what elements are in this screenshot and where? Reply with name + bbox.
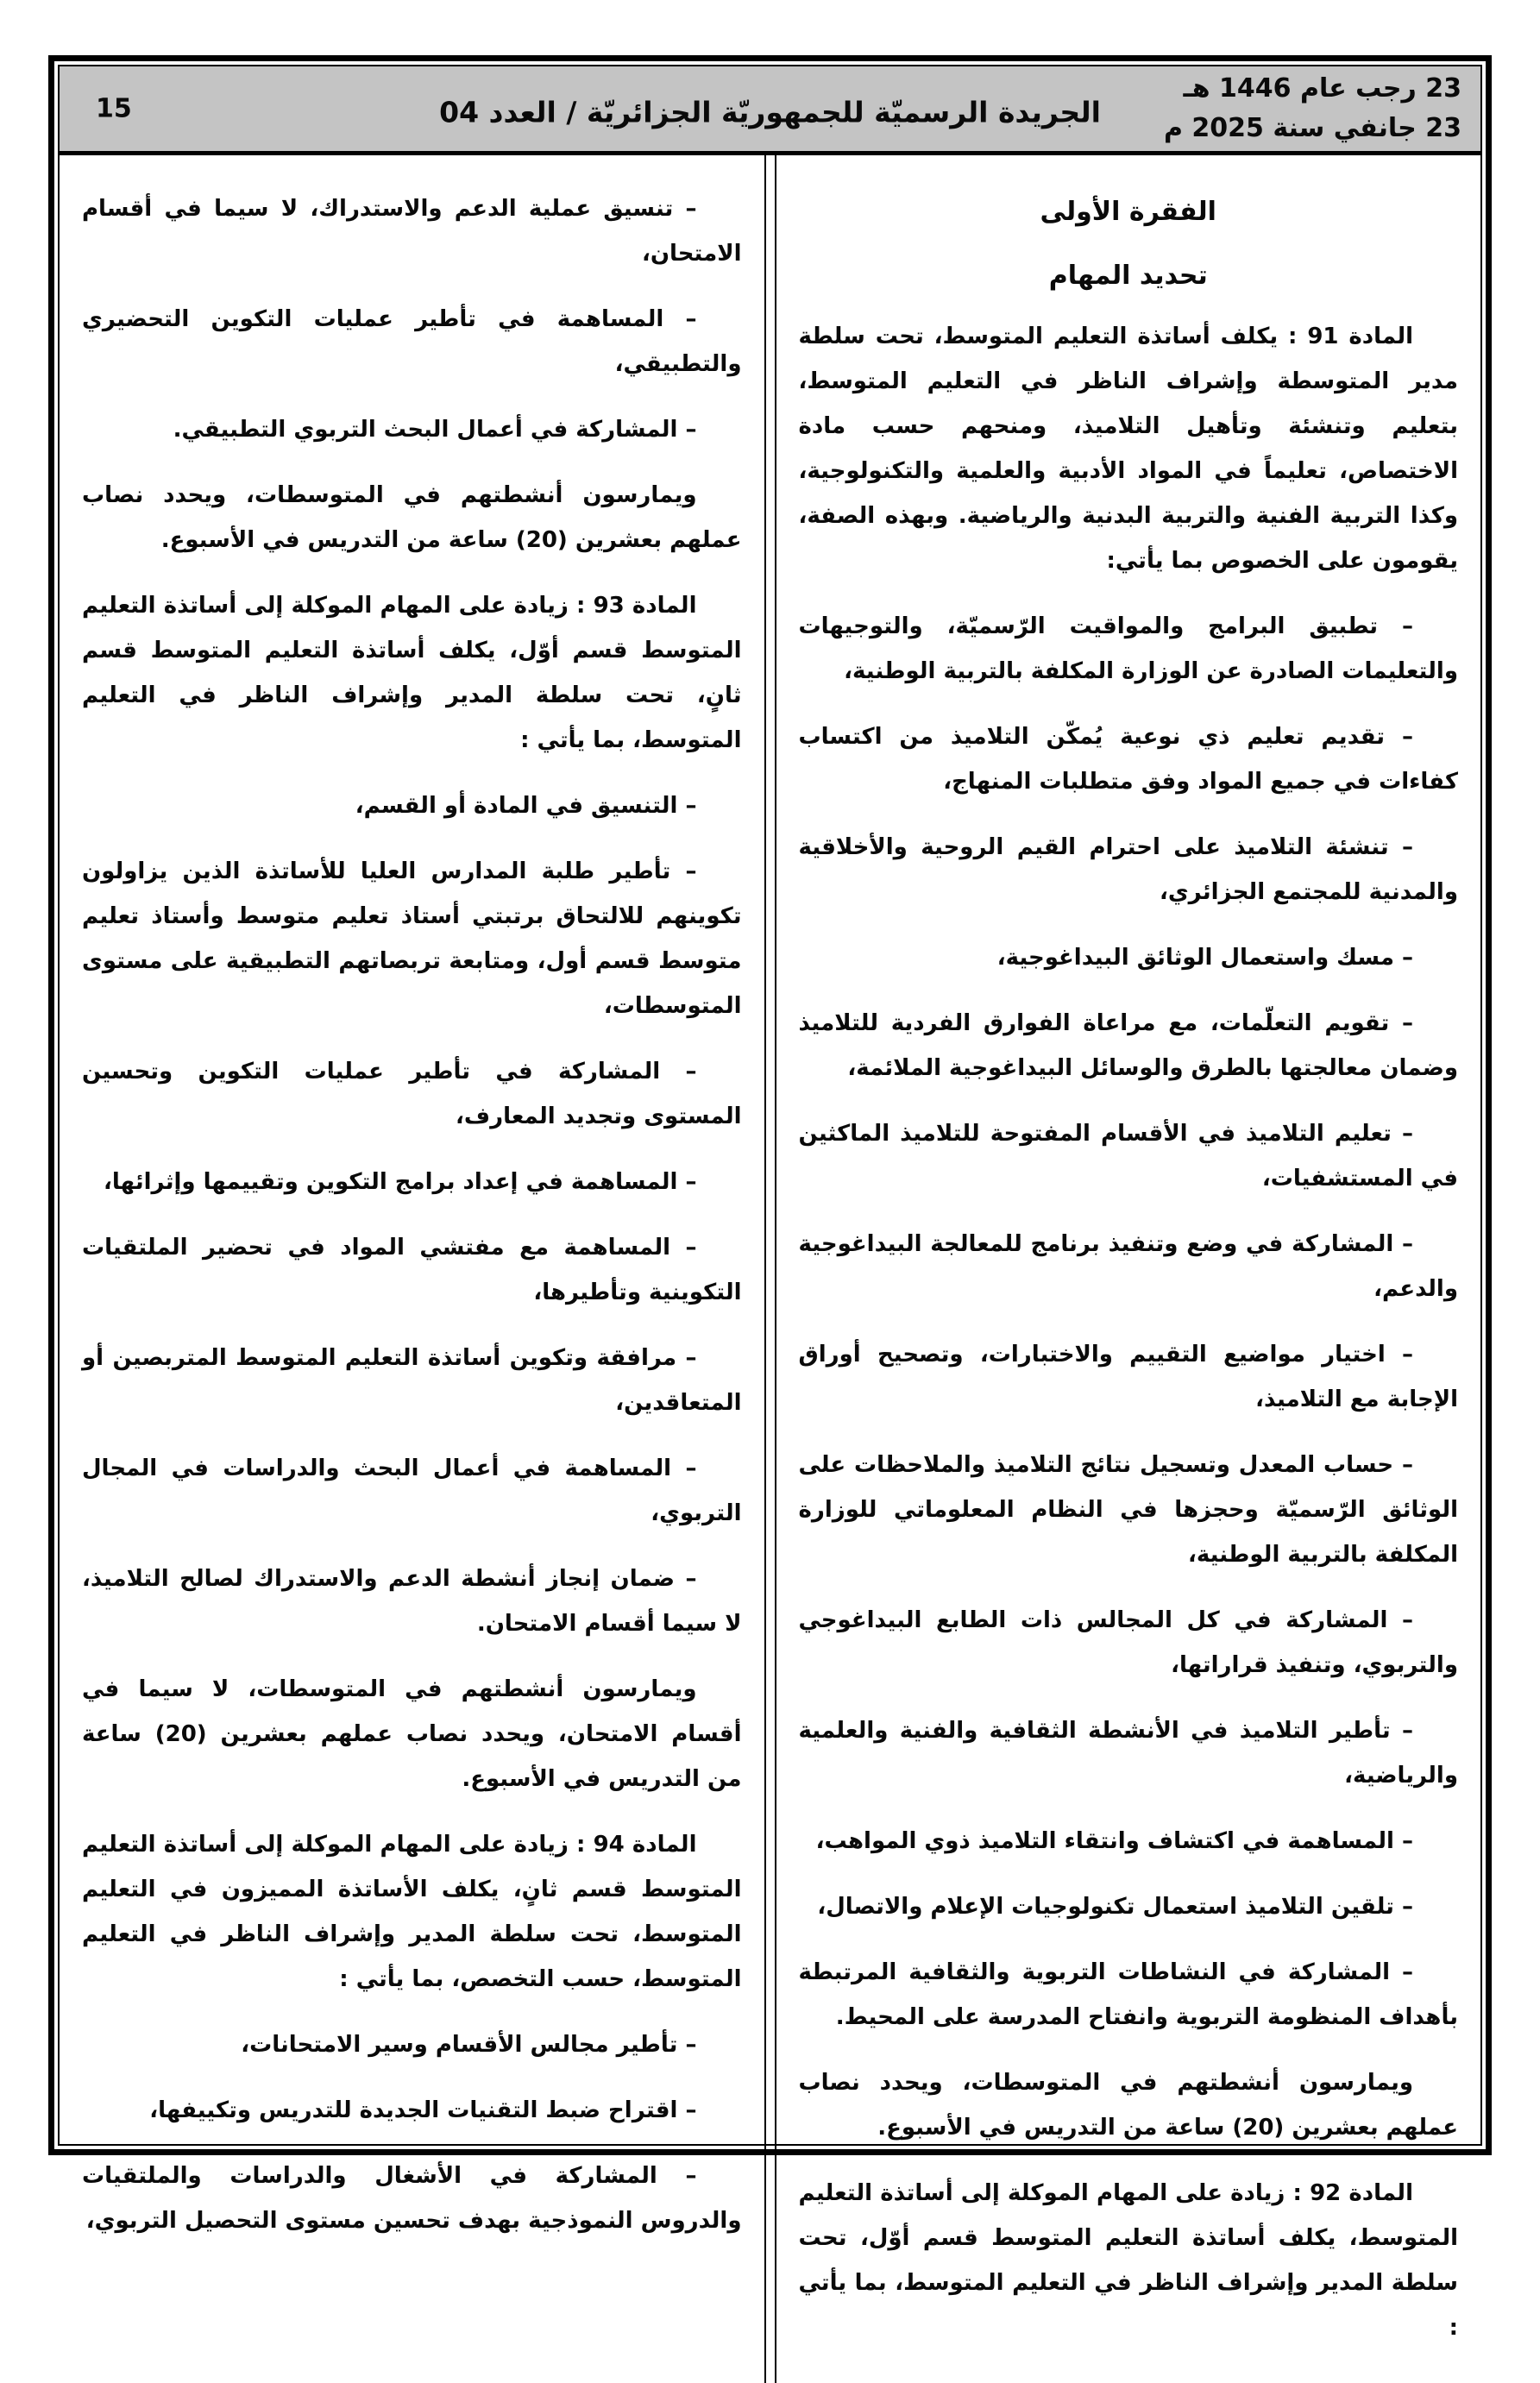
page-frame: [48, 55, 1492, 2341]
paragraph: ويمارسون أنشطتهم في المتوسطات، لا سيما في أقسام الامتحان، ويحدد نصاب عملهم بعشرين (20) ساعة من التدريس في الأسبوع.: [82, 1676, 742, 1792]
article-number-label: المادة 92 :: [1285, 2180, 1413, 2206]
page-number: 15: [96, 93, 132, 124]
bullet-item: – اقتراح ضبط التقنيات الجديدة للتدريس وتكييفها،: [149, 2097, 697, 2123]
bullet-item: – المساهمة مع مفتشي المواد في تحضير الملتقيات التكوينية وتأطيرها،: [82, 1235, 742, 1305]
bullet-item: – تعليم التلاميذ في الأقسام المفتوحة للتلاميذ الماكثين في المستشفيات،: [798, 1121, 1458, 1192]
section-heading: تحديد المهام: [1048, 261, 1208, 291]
date-gregorian: 23 جانفي سنة 2025 م: [1163, 113, 1461, 143]
bullet-item: – المشاركة في النشاطات التربوية والثقافية المرتبطة بأهداف المنظومة التربوية وانفتاح المدرسة على المحيط.: [798, 1959, 1458, 2030]
bullet-item: – المساهمة في اكتشاف وانتقاء التلاميذ ذوي المواهب،: [815, 1828, 1413, 1854]
gazette-title: الجريدة الرسميّة للجمهوريّة الجزائريّة / العدد 04: [439, 95, 1101, 129]
bullet-item: – ضمان إنجاز أنشطة الدعم والاستدراك لصالح التلاميذ، لا سيما أقسام الامتحان.: [82, 1566, 742, 1637]
date-hijri: 23 رجب عام 1446 هـ: [1183, 73, 1461, 104]
article-paragraph: المادة 92 : زيادة على المهام الموكلة إلى أساتذة التعليم المتوسط، يكلف أساتذة التعليم المتوسط قسم أوّل، تحت سلطة المدير وإشراف الناظر في التعليم المتوسط، بما يأتي :: [798, 2180, 1458, 2341]
paragraph: ويمارسون أنشطتهم في المتوسطات، ويحدد نصاب عملهم بعشرين (20) ساعة من التدريس في الأسبوع.: [798, 2070, 1458, 2141]
bullet-item: – المشاركة في وضع وتنفيذ برنامج للمعالجة البيداغوجية والدعم،: [798, 1231, 1458, 1302]
bullet-item: – مسك واستعمال الوثائق البيداغوجية،: [996, 945, 1413, 971]
header-dates: [1164, 69, 1461, 148]
bullet-item: – مرافقة وتكوين أساتذة التعليم المتوسط المتربصين أو المتعاقدين،: [82, 1345, 742, 1416]
article-paragraph: المادة 93 : زيادة على المهام الموكلة إلى أساتذة التعليم المتوسط قسم أوّل، يكلف أساتذة التعليم المتوسط قسم ثانٍ، تحت سلطة المدير وإشراف الناظر في التعليم المتوسط، بما يأتي :: [82, 593, 742, 753]
article-number-label: المادة 93 :: [568, 593, 697, 619]
bullet-item: – تنشئة التلاميذ على احترام القيم الروحية والأخلاقية والمدنية للمجتمع الجزائري،: [798, 834, 1458, 905]
bullet-item: – تلقين التلاميذ استعمال تكنولوجيات الإعلام والاتصال،: [817, 1894, 1413, 1920]
bullet-item: – التنسيق في المادة أو القسم،: [355, 793, 697, 819]
article-paragraph: المادة 91 : يكلف أساتذة التعليم المتوسط، تحت سلطة مدير المتوسطة وإشراف الناظر في التعليم المتوسط، بتعليم وتنشئة وتأهيل التلاميذ، ومنحهم حسب مادة الاختصاص، تعليماً في المواد الأدبية والعلمية والتكنولوجية، وكذا التربية الفنية والتربية البدنية والرياضية. وبهذه الصفة، يقومون على الخصوص بما يأتي:: [798, 324, 1458, 574]
bullet-item: – المشاركة في الأشغال والدراسات والملتقيات والدروس النموذجية بهدف تحسين مستوى التحصيل التربوي،: [82, 2163, 742, 2234]
bullet-item: – تنسيق عملية الدعم والاستدراك، لا سيما في أقسام الامتحان،: [82, 196, 742, 267]
bullet-item: – تأطير التلاميذ في الأنشطة الثقافية والفنية والعلمية والرياضية،: [798, 1718, 1458, 1789]
article-paragraph: المادة 94 : زيادة على المهام الموكلة إلى أساتذة التعليم المتوسط قسم ثانٍ، يكلف الأساتذة المميزون في التعليم المتوسط، تحت سلطة المدير وإشراف الناظر في التعليم المتوسط، حسب التخصص، بما يأتي :: [82, 1832, 742, 1992]
content-area: [60, 155, 1480, 2383]
column-divider: [764, 155, 776, 2383]
right-column: [776, 155, 1481, 2383]
article-number-label: المادة 94 :: [568, 1832, 697, 1858]
bullet-item: – تقويم التعلّمات، مع مراعاة الفوارق الفردية للتلاميذ وضمان معالجتها بالطرق والوسائل البيداغوجية الملائمة،: [798, 1010, 1458, 1081]
bullet-item: – تطبيق البرامج والمواقيت الرّسميّة، والتوجيهات والتعليمات الصادرة عن الوزارة المكلفة بالتربية الوطنية،: [798, 613, 1458, 684]
bullet-item: – المساهمة في تأطير عمليات التكوين التحضيري والتطبيقي،: [82, 306, 742, 377]
left-column: [60, 155, 764, 2383]
bullet-item: – تأطير طلبة المدارس العليا للأساتذة الذين يزاولون تكوينهم للالتحاق برتبتي أستاذ تعليم متوسط وأستاذ تعليم متوسط قسم أول، ومتابعة تربصاتهم التطبيقية على مستوى المتوسطات،: [82, 858, 742, 1019]
bullet-item: – تقديم تعليم ذي نوعية يُمكّن التلاميذ من اكتساب كفاءات في جميع المواد وفق متطلبات المنهاج،: [798, 724, 1458, 795]
bullet-item: – حساب المعدل وتسجيل نتائج التلاميذ والملاحظات على الوثائق الرّسميّة وحجزها في النظام المعلوماتي للوزارة المكلفة بالتربية الوطنية،: [798, 1452, 1458, 1568]
article-number-label: المادة 91 :: [1278, 324, 1413, 349]
bullet-item: – المشاركة في تأطير عمليات التكوين وتحسين المستوى وتجديد المعارف،: [82, 1059, 742, 1129]
bullet-item: – المساهمة في إعداد برامج التكوين وتقييمها وإثرائها،: [104, 1169, 697, 1195]
paragraph: ويمارسون أنشطتهم في المتوسطات، ويحدد نصاب عملهم بعشرين (20) ساعة من التدريس في الأسبوع.: [82, 482, 742, 553]
header-bar: [60, 66, 1480, 155]
bullet-item: – المشاركة في كل المجالس ذات الطابع البيداغوجي والتربوي، وتنفيذ قراراتها،: [798, 1607, 1458, 1678]
bullet-item: – اختيار مواضيع التقييم والاختبارات، وتصحيح أوراق الإجابة مع التلاميذ،: [798, 1342, 1458, 1412]
bullet-item: – المشاركة في أعمال البحث التربوي التطبيقي.: [173, 417, 697, 443]
page-inner-frame: [58, 65, 1482, 2341]
bullet-item: – المساهمة في أعمال البحث والدراسات في المجال التربوي،: [82, 1456, 742, 1526]
bullet-item: – تأطير مجالس الأقسام وسير الامتحانات،: [241, 2032, 697, 2058]
section-heading: الفقرة الأولى: [1040, 197, 1216, 227]
